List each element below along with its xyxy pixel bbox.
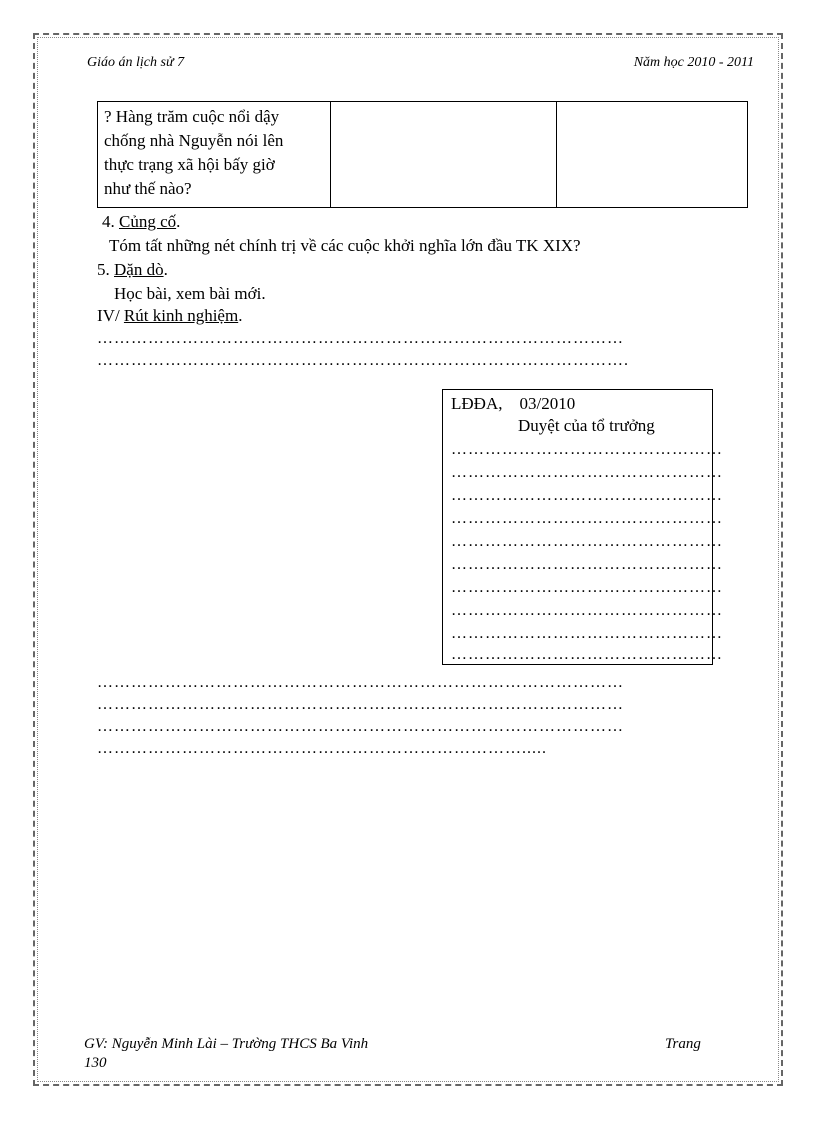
approval-title: Duyệt của tổ trưởng	[518, 416, 655, 435]
dotted-line: …………………………………………………………………………………	[97, 696, 624, 713]
approval-dotted-line: …………………………………………	[451, 625, 723, 642]
approval-dotted-line: …………………………………………	[451, 487, 723, 504]
footer-page-number: 130	[84, 1055, 107, 1071]
approval-dotted-line: …………………………………………	[451, 646, 723, 663]
approval-dotted-line: …………………………………………	[451, 579, 723, 596]
dotted-line: …………………………………………………………………………………	[97, 674, 624, 691]
approval-box	[442, 389, 723, 665]
approval-dotted-line: …………………………………………	[451, 464, 723, 481]
section-5-text: Học bài, xem bài mới.	[114, 284, 266, 303]
footer-page-label: Trang	[665, 1036, 701, 1052]
notes-cell	[557, 102, 748, 208]
approval-dotted-line: …………………………………………	[451, 441, 723, 458]
question-line: ? Hàng trăm cuộc nổi dậy	[104, 107, 280, 126]
question-cell	[98, 102, 331, 208]
dotted-line: …………………………………………………………………………………	[97, 330, 624, 347]
header-right: Năm học 2010 - 2011	[633, 55, 754, 70]
question-line: như thế nào?	[104, 179, 192, 198]
dotted-line: ………………………………………………………………………………….	[97, 352, 629, 369]
question-line: chống nhà Nguyễn nói lên	[104, 131, 284, 150]
approval-dotted-line: …………………………………………	[451, 556, 723, 573]
approval-dotted-line: …………………………………………	[451, 510, 723, 527]
section-5-heading: 5. Dặn dò.	[97, 260, 168, 279]
footer-author: GV: Nguyễn Minh Lài – Trường THCS Ba Vinh	[84, 1036, 369, 1052]
header-left: Giáo án lịch sử 7	[87, 55, 185, 70]
approval-dotted-line: …………………………………………	[451, 602, 723, 619]
question-table	[97, 101, 748, 208]
section-4-text: Tóm tất những nét chính trị về các cuộc khởi nghĩa lớn đầu TK XIX?	[109, 236, 581, 255]
approval-dotted-line: …………………………………………	[451, 533, 723, 550]
section-iv-heading: IV/ Rút kinh nghiệm.	[97, 306, 243, 325]
answer-cell	[331, 102, 557, 208]
dotted-line: …………………………………………………………………………………	[97, 718, 624, 735]
approval-place-date: LĐĐA, 03/2010	[451, 394, 576, 413]
dotted-line: ………………………………………………………………….....	[97, 740, 547, 757]
question-line: thực trạng xã hội bấy giờ	[104, 155, 275, 174]
section-4-heading: 4. Củng cố.	[102, 212, 181, 231]
